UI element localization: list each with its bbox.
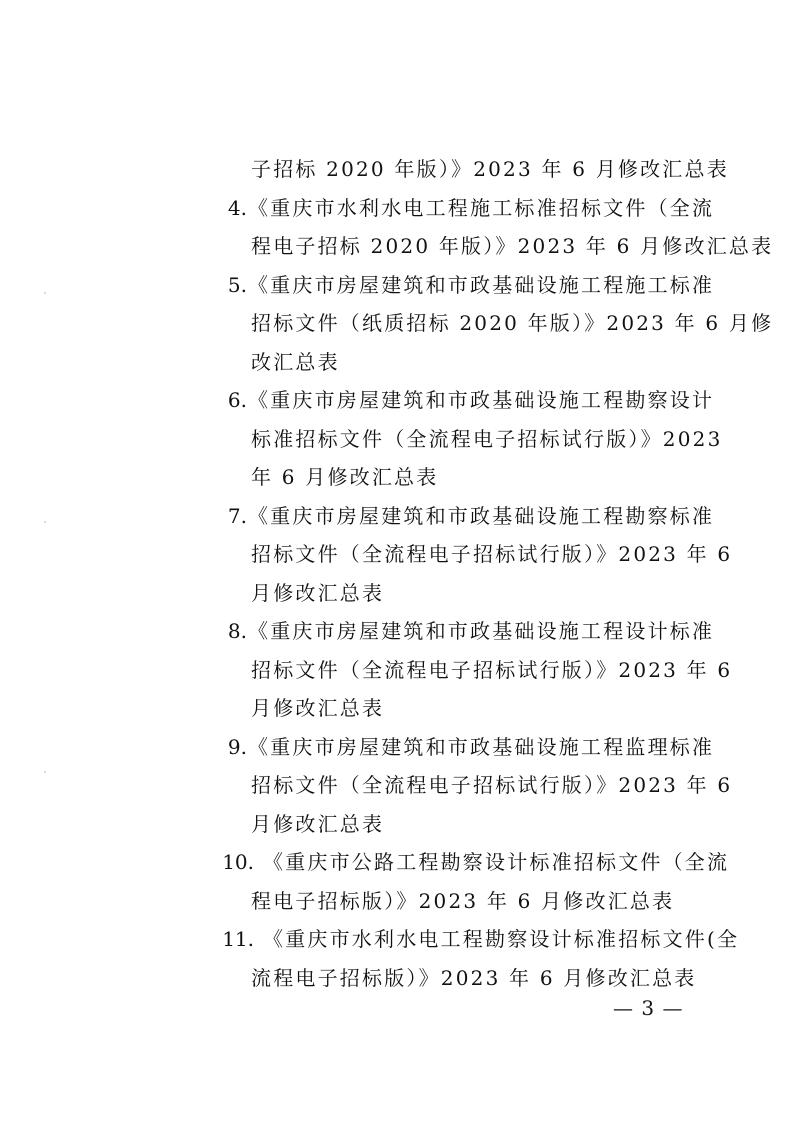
list-item-number: 5.	[227, 272, 247, 297]
list-item-number: 11.	[222, 927, 254, 951]
list-item-line: 流程电子招标版）》2023 年 6 月修改汇总表	[251, 965, 697, 990]
list-item-7	[0, 497, 793, 613]
list-item-line: 《重庆市房屋建筑和市政基础设施工程施工标准	[248, 272, 715, 297]
list-item-4	[0, 189, 793, 266]
list-item-number: 9.	[227, 734, 247, 759]
list-item-line: 标准招标文件（全流程电子招标试行版）》2023	[251, 426, 723, 451]
list-item-line: 《重庆市公路工程勘察设计标准招标文件（全流	[263, 850, 730, 874]
list-item-line: 改汇总表	[251, 349, 340, 374]
list-item-line: 程电子招标版）》2023 年 6 月修改汇总表	[251, 888, 675, 913]
list-item-line: 月修改汇总表	[251, 811, 385, 836]
list-item-9	[0, 728, 793, 844]
list-item-line: 子招标 2020 年版）》2023 年 6 月修改汇总表	[251, 157, 729, 181]
list-item-line: 招标文件（全流程电子招标试行版）》2023 年 6	[251, 542, 733, 566]
list-item-8	[0, 612, 793, 728]
list-item-5	[0, 266, 793, 382]
list-item-number: 4.	[227, 195, 247, 220]
list-item-number: 7.	[227, 503, 247, 528]
list-item-11	[0, 920, 793, 997]
list-item-10	[0, 843, 793, 920]
list-item-line: 招标文件（全流程电子招标试行版）》2023 年 6	[251, 657, 733, 682]
list-item-line: 招标文件（全流程电子招标试行版）》2023 年 6	[251, 773, 733, 797]
list-item-number: 10.	[222, 850, 254, 874]
document-list	[0, 150, 793, 997]
list-item-continued	[0, 150, 793, 189]
list-item-line: 《重庆市水利水电工程施工标准招标文件（全流	[248, 195, 715, 220]
list-item-line: 程电子招标 2020 年版）》2023 年 6 月修改汇总表	[251, 234, 774, 258]
list-item-line: 年 6 月修改汇总表	[251, 465, 439, 489]
list-item-line: 月修改汇总表	[251, 580, 385, 605]
list-item-6	[0, 381, 793, 497]
list-item-line: 《重庆市房屋建筑和市政基础设施工程勘察设计	[248, 388, 715, 412]
list-item-line: 《重庆市房屋建筑和市政基础设施工程设计标准	[248, 619, 715, 643]
list-item-line: 招标文件（纸质招标 2020 年版）》2023 年 6 月修	[251, 311, 774, 335]
list-item-line: 月修改汇总表	[251, 696, 385, 720]
list-item-line: 《重庆市水利水电工程勘察设计标准招标文件(全	[263, 927, 740, 951]
list-item-number: 6.	[227, 388, 247, 412]
list-item-line: 《重庆市房屋建筑和市政基础设施工程勘察标准	[248, 503, 715, 528]
list-item-number: 8.	[227, 619, 247, 643]
list-item-line: 《重庆市房屋建筑和市政基础设施工程监理标准	[248, 734, 715, 759]
page-number: — 3 —	[613, 996, 684, 1020]
